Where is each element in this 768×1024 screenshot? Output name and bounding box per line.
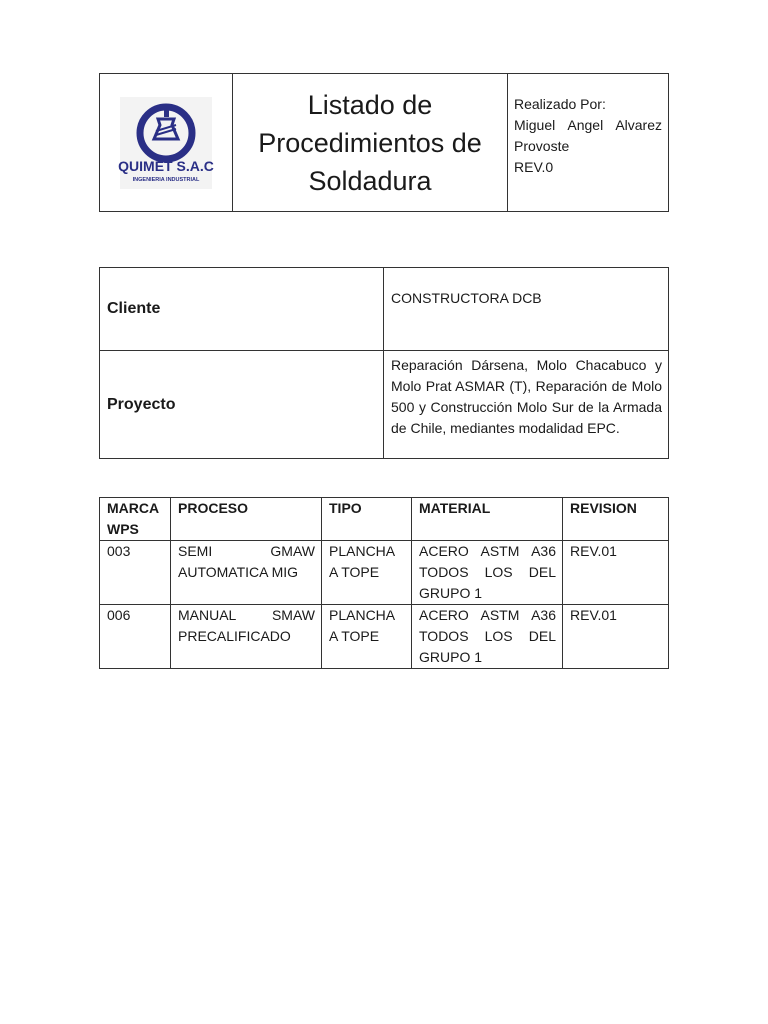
author-info [508,74,669,212]
client-label: Cliente [100,268,384,351]
material-line-2: TODOS LOS DEL [419,628,556,644]
material-line-3: GRUPO 1 [419,585,483,601]
title-line-2: Procedimientos de [258,127,482,158]
logo-brand: QUIMET S.A.C [118,157,214,174]
wps-table [99,497,669,669]
cell-revision: REV.01 [563,541,669,605]
header-proceso: PROCESO [171,498,322,541]
tipo-line-1: PLANCHA [329,543,396,559]
table-row [100,541,669,605]
client-value: CONSTRUCTORA DCB [384,268,669,351]
logo-cell [100,74,233,212]
cell-revision: REV.01 [563,605,669,669]
cell-tipo [322,605,412,669]
author-label: Realizado Por: [514,96,606,112]
cell-marca: 003 [100,541,171,605]
table-header-row [100,498,669,541]
client-info-table [99,267,669,459]
material-line-2: TODOS LOS DEL [419,564,556,580]
project-value: Reparación Dársena, Molo Chacabuco y Molo Prat ASMAR (T), Reparación de Molo 500 y Construcción Molo Sur de la Armada de Chile, mediantes modalidad EPC. [384,351,669,459]
proceso-line-1: SEMI GMAW [178,543,315,559]
document-header [99,73,669,212]
header-tipo: TIPO [322,498,412,541]
proceso-line-1: MANUAL SMAW [178,607,315,623]
cell-material [412,541,563,605]
project-row [100,351,669,459]
proceso-line-2: PRECALIFICADO [178,628,291,644]
cell-marca: 006 [100,605,171,669]
title-line-1: Listado de [307,89,433,120]
material-line-1: ACERO ASTM A36 [419,543,556,559]
author-name-line2: Provoste [514,138,570,154]
tipo-line-1: PLANCHA [329,607,396,623]
material-line-1: ACERO ASTM A36 [419,607,556,623]
tipo-line-2: A TOPE [329,628,380,644]
title-line-3: Soldadura [308,165,432,196]
document-title [233,74,508,212]
project-label: Proyecto [100,351,384,459]
proceso-line-2: AUTOMATICA MIG [178,564,299,580]
table-row [100,605,669,669]
header-revision: REVISION [563,498,669,541]
cell-proceso [171,605,322,669]
company-logo [118,95,214,191]
author-name-line1: Miguel Angel Alvarez [514,117,662,133]
client-row [100,268,669,351]
revision-label: REV.0 [514,159,554,175]
cell-material [412,605,563,669]
header-marca-wps: MARCA WPS [100,498,171,541]
material-line-3: GRUPO 1 [419,649,483,665]
cell-tipo [322,541,412,605]
header-material: MATERIAL [412,498,563,541]
tipo-line-2: A TOPE [329,564,380,580]
logo-subtitle: INGENIERIA INDUSTRIAL [132,176,200,183]
cell-proceso [171,541,322,605]
